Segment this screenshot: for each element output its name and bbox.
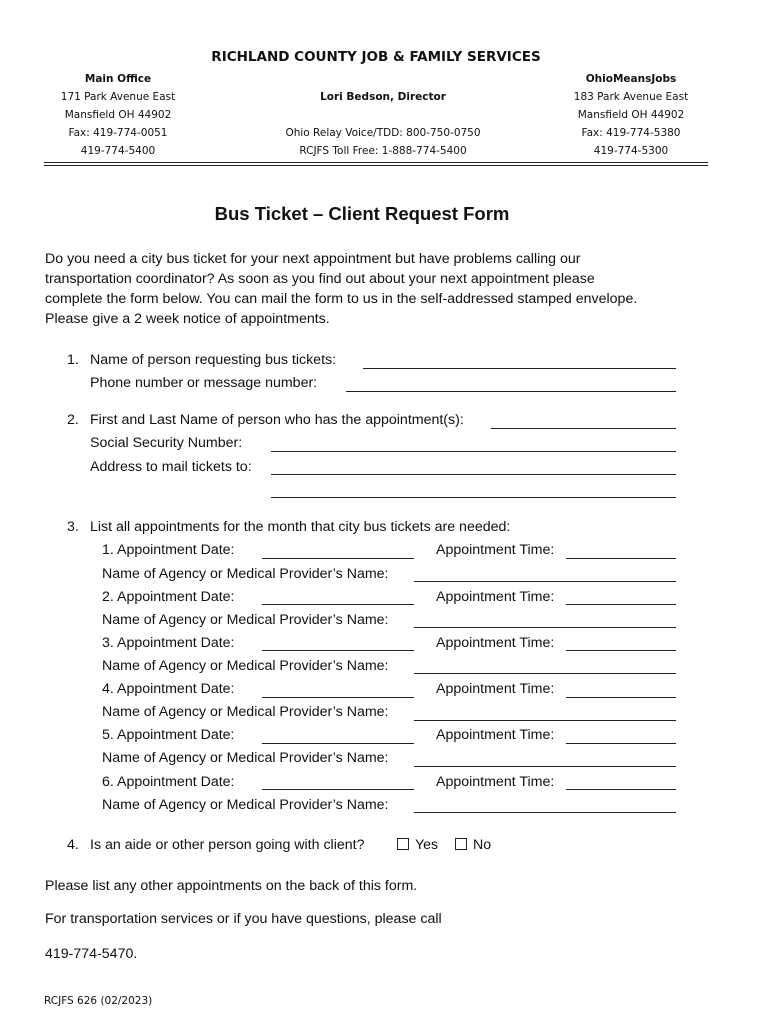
appointment-2-provider-field[interactable]	[414, 627, 676, 628]
requester-phone-field[interactable]	[346, 391, 676, 392]
intro-line: complete the form below. You can mail the form to us in the self-addressed stamped envelope.	[45, 291, 638, 307]
omj-phone: 419-774-5300	[593, 145, 669, 157]
director-name: Lori Bedson, Director	[320, 91, 446, 103]
appointment-4-time-field[interactable]	[566, 697, 676, 698]
intro-line: Please give a 2 week notice of appointments.	[45, 311, 330, 327]
appointment-time-label: Appointment Time:	[436, 681, 555, 697]
no-checkbox[interactable]	[455, 838, 467, 850]
main-office-address2: Mansfield OH 44902	[64, 109, 172, 121]
org-title: RICHLAND COUNTY JOB & FAMILY SERVICES	[211, 49, 541, 65]
header-divider-top	[44, 162, 708, 163]
provider-label: Name of Agency or Medical Provider’s Name:	[102, 704, 389, 720]
appointment-date-label: 2. Appointment Date:	[102, 589, 235, 605]
omj-address1: 183 Park Avenue East	[573, 91, 689, 103]
appointment-1-provider-field[interactable]	[414, 581, 676, 582]
omj-heading: OhioMeansJobs	[585, 73, 677, 85]
mailing-address-field-line2[interactable]	[271, 497, 676, 498]
yes-checkbox[interactable]	[397, 838, 409, 850]
appointment-3-provider-field[interactable]	[414, 673, 676, 674]
ssn-field[interactable]	[271, 451, 676, 452]
q2-address-label: Address to mail tickets to:	[90, 459, 252, 475]
client-name-field[interactable]	[491, 428, 676, 429]
appointment-time-label: Appointment Time:	[436, 635, 555, 651]
yes-label: Yes	[415, 837, 439, 853]
q2-name-label: First and Last Name of person who has the appointment(s):	[90, 412, 464, 428]
provider-label: Name of Agency or Medical Provider’s Name:	[102, 797, 389, 813]
provider-label: Name of Agency or Medical Provider’s Name:	[102, 612, 389, 628]
header-divider-bottom	[44, 165, 708, 166]
appointment-time-label: Appointment Time:	[436, 542, 555, 558]
main-office-phone: 419-774-5400	[80, 145, 156, 157]
aide-yes-option[interactable]	[397, 835, 438, 855]
omj-fax: Fax: 419-774-5380	[581, 127, 681, 139]
mailing-address-field-line1[interactable]	[271, 474, 676, 475]
main-office-block	[44, 70, 192, 160]
intro-paragraph	[45, 249, 637, 329]
appointment-date-label: 3. Appointment Date:	[102, 635, 235, 651]
q1-name-label: Name of person requesting bus tickets:	[90, 352, 337, 368]
appointment-date-label: 4. Appointment Date:	[102, 681, 235, 697]
form-title: Bus Ticket – Client Request Form	[214, 203, 510, 224]
no-label: No	[473, 837, 492, 853]
appointment-5-time-field[interactable]	[566, 743, 676, 744]
toll-free-line: RCJFS Toll Free: 1-888-774-5400	[299, 145, 467, 157]
appointment-5-date-field[interactable]	[262, 743, 414, 744]
appointment-2-time-field[interactable]	[566, 604, 676, 605]
provider-label: Name of Agency or Medical Provider’s Name:	[102, 658, 389, 674]
appointment-5-provider-field[interactable]	[414, 766, 676, 767]
requester-name-field[interactable]	[363, 368, 676, 369]
form-code: RCJFS 626 (02/2023)	[44, 995, 153, 1007]
appointment-6-date-field[interactable]	[262, 789, 414, 790]
contact-note: For transportation services or if you have questions, please call	[45, 911, 442, 927]
appointment-4-provider-field[interactable]	[414, 720, 676, 721]
ohiomeansjobs-block	[556, 70, 706, 160]
aide-no-option[interactable]	[455, 835, 491, 855]
relay-line: Ohio Relay Voice/TDD: 800-750-0750	[285, 127, 481, 139]
intro-line: Do you need a city bus ticket for your next appointment but have problems calling our	[45, 251, 581, 267]
omj-address2: Mansfield OH 44902	[577, 109, 685, 121]
director-block	[260, 88, 506, 160]
appointment-time-label: Appointment Time:	[436, 589, 555, 605]
appointment-time-label: Appointment Time:	[436, 727, 555, 743]
q4-label: Is an aide or other person going with client?	[90, 837, 365, 853]
main-office-address1: 171 Park Avenue East	[60, 91, 176, 103]
appointment-1-date-field[interactable]	[262, 558, 414, 559]
appointment-4-date-field[interactable]	[262, 697, 414, 698]
q4-number: 4.	[67, 837, 79, 853]
main-office-fax: Fax: 419-774-0051	[68, 127, 168, 139]
appointment-6-time-field[interactable]	[566, 789, 676, 790]
appointment-time-label: Appointment Time:	[436, 774, 555, 790]
q1-phone-label: Phone number or message number:	[90, 375, 318, 391]
appointment-2-date-field[interactable]	[262, 604, 414, 605]
q2-ssn-label: Social Security Number:	[90, 435, 243, 451]
provider-label: Name of Agency or Medical Provider’s Name:	[102, 750, 389, 766]
appointment-3-time-field[interactable]	[566, 650, 676, 651]
appointment-6-provider-field[interactable]	[414, 812, 676, 813]
appointment-1-time-field[interactable]	[566, 558, 676, 559]
appointment-3-date-field[interactable]	[262, 650, 414, 651]
appointment-date-label: 5. Appointment Date:	[102, 727, 235, 743]
q3-label: List all appointments for the month that city bus tickets are needed:	[90, 519, 511, 535]
back-of-form-note: Please list any other appointments on the back of this form.	[45, 878, 418, 894]
main-office-heading: Main Office	[84, 73, 152, 85]
contact-phone: 419-774-5470.	[45, 946, 138, 962]
appointment-date-label: 6. Appointment Date:	[102, 774, 235, 790]
q2-number: 2.	[67, 412, 79, 428]
q3-number: 3.	[67, 519, 79, 535]
provider-label: Name of Agency or Medical Provider’s Name:	[102, 566, 389, 582]
intro-line: transportation coordinator? As soon as you find out about your next appointment please	[45, 271, 595, 287]
appointment-date-label: 1. Appointment Date:	[102, 542, 235, 558]
q1-number: 1.	[67, 352, 79, 368]
